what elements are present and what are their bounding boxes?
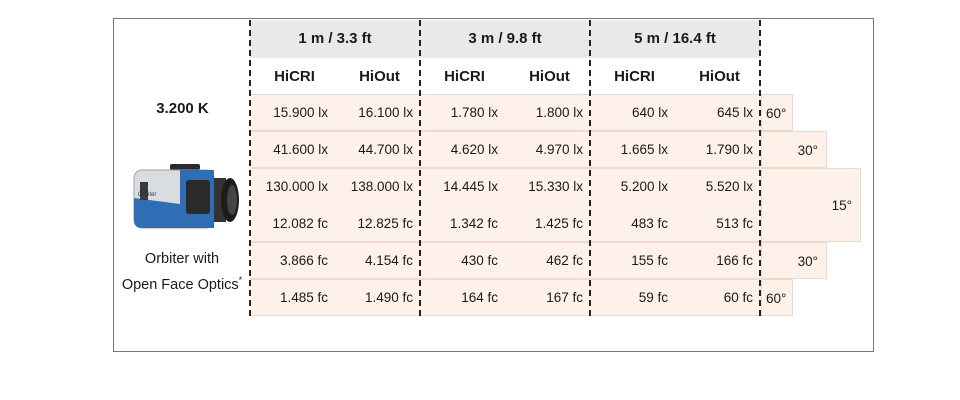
table-cell: 640 lx: [631, 105, 668, 120]
table-cell: 430 fc: [461, 253, 498, 268]
table-cell: 15.330 lx: [528, 179, 583, 194]
table-cell: 4.154 fc: [364, 253, 413, 268]
table-cell: 1.425 fc: [534, 216, 583, 231]
beam-angle-60: 60°: [761, 279, 793, 316]
column-divider: [249, 20, 251, 316]
table-cell: 513 fc: [716, 216, 753, 231]
table-cell: 5.200 lx: [620, 179, 668, 194]
table-cell: 1.342 fc: [449, 216, 498, 231]
table-cell: 1.665 lx: [620, 142, 668, 157]
camera-brand-label: Orbiter: [138, 192, 157, 198]
variant-hiout: HiOut: [699, 68, 740, 85]
color-temperature: 3.200 K: [156, 100, 209, 117]
table-cell: 14.445 lx: [443, 179, 498, 194]
table-cell: 166 fc: [716, 253, 753, 268]
table-cell: 16.100 lx: [358, 105, 413, 120]
table-cell: 1.485 fc: [279, 290, 328, 305]
table-cell: 645 lx: [716, 105, 753, 120]
table-cell: 41.600 lx: [273, 142, 328, 157]
beam-angle-30: 30°: [761, 242, 827, 279]
distance-header-3: 5 m / 16.4 ft: [634, 30, 716, 47]
table-cell: 483 fc: [631, 216, 668, 231]
caption-line2: [112, 275, 252, 293]
table-cell: 164 fc: [461, 290, 498, 305]
column-divider: [419, 20, 421, 316]
variant-hicri: HiCRI: [614, 68, 655, 85]
table-cell: 59 fc: [638, 290, 668, 305]
variant-hiout: HiOut: [359, 68, 400, 85]
distance-header-1: 1 m / 3.3 ft: [298, 30, 372, 47]
table-cell: 12.825 fc: [357, 216, 413, 231]
table-cell: 3.866 fc: [279, 253, 328, 268]
table-cell: 15.900 lx: [273, 105, 328, 120]
caption-footnote-mark: *: [238, 275, 243, 285]
orbiter-light-image: [120, 158, 245, 236]
table-cell: 155 fc: [631, 253, 668, 268]
table-cell: 44.700 lx: [358, 142, 413, 157]
table-cell: 462 fc: [546, 253, 583, 268]
variant-hicri: HiCRI: [444, 68, 485, 85]
distance-header-2: 3 m / 9.8 ft: [468, 30, 542, 47]
table-cell: 130.000 lx: [265, 179, 328, 194]
variant-hiout: HiOut: [529, 68, 570, 85]
beam-angle-60: 60°: [761, 94, 793, 131]
table-cell: 60 fc: [723, 290, 753, 305]
beam-angle-15: 15°: [761, 168, 861, 242]
table-cell: 4.620 lx: [450, 142, 498, 157]
table-cell: 1.490 fc: [364, 290, 413, 305]
beam-angle-30: 30°: [761, 131, 827, 168]
table-cell: 12.082 fc: [272, 216, 328, 231]
table-cell: 138.000 lx: [350, 179, 413, 194]
variant-hicri: HiCRI: [274, 68, 315, 85]
table-cell: 4.970 lx: [535, 142, 583, 157]
caption-line2-text: Open Face Optics: [121, 276, 239, 293]
table-cell: 1.780 lx: [450, 105, 498, 120]
table-cell: 5.520 lx: [705, 179, 753, 194]
table-cell: 1.790 lx: [705, 142, 753, 157]
column-divider: [589, 20, 591, 316]
caption-line1: Orbiter with: [144, 251, 220, 267]
table-cell: 1.800 lx: [535, 105, 583, 120]
table-cell: 167 fc: [546, 290, 583, 305]
